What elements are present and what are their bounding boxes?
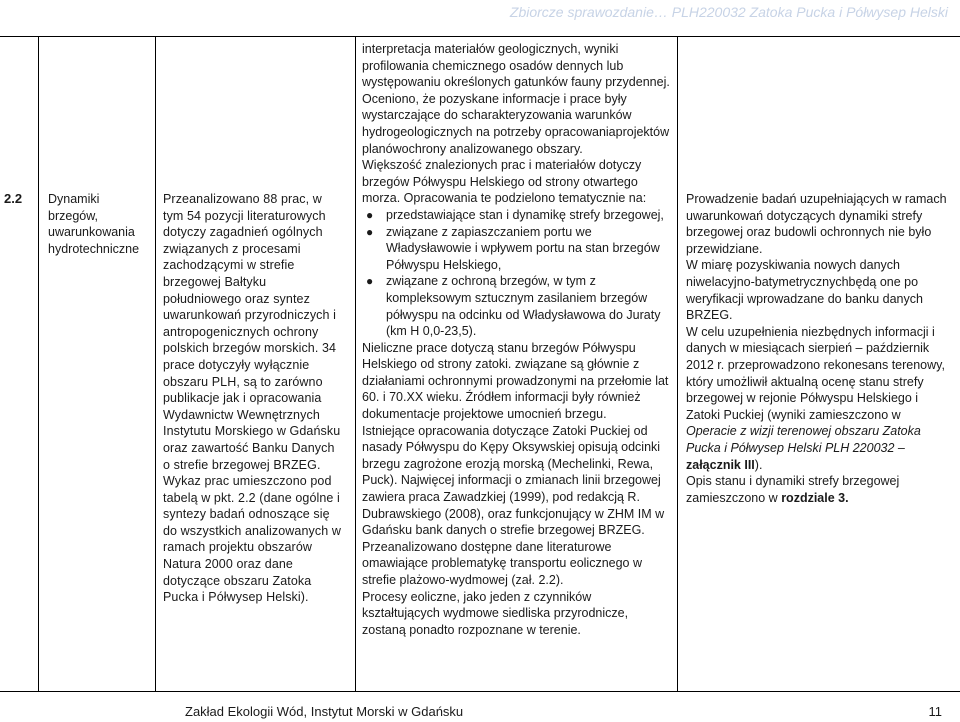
row-number: 2.2 bbox=[4, 191, 23, 206]
assessment-paragraph: Przeanalizowano dostępne dane literaturowe omawiające problematykę transportu eolicznego w strefie plażowo-wydmowej (zał. 2.2). bbox=[362, 539, 643, 587]
assessment-paragraph: Procesy eoliczne, jako jeden z czynników kształtujących wydmowe siedliska przyrodnicze, zostaną ponadto rozpoznane w terenie. bbox=[362, 589, 629, 637]
bullet-icon: ● bbox=[366, 274, 374, 289]
topic-bullet-list bbox=[362, 207, 670, 340]
bullet-icon: ● bbox=[366, 224, 374, 239]
assessment-paragraph: Nieliczne prace dotyczą stanu brzegów Półwyspu Helskiego od strony zatoki. związane są głównie z działaniami ochronnymi prowadzonymi na przełomie lat 60. i 70.XX wieku. Źródłem informacji były również dokumentacje projektowe umocnień brzegu. bbox=[362, 340, 669, 422]
bullet-text: związane z ochroną brzegów, w tym z kompleksowym sztucznym zasilaniem brzegów półwyspu na odcinku od Władysławowa do Juraty (km H 0,0-23,5). bbox=[386, 274, 661, 339]
operat-reference: Operacie z wizji terenowej obszaru Zatoka Pucka i Półwysep Helski PLH 220032 bbox=[686, 424, 921, 455]
bullet-item bbox=[362, 273, 670, 339]
bullet-text: przedstawiające stan i dynamikę strefy brzegowej, bbox=[386, 207, 664, 222]
footer-institution: Zakład Ekologii Wód, Instytut Morski w Gdańsku bbox=[185, 704, 464, 719]
page-number: 11 bbox=[928, 704, 942, 719]
assessment-paragraph: Większość znalezionych prac i materiałów dotyczy brzegów Półwyspu Helskiego od strony otwartego morza. Opracowania te podzielono tematycznie na: bbox=[362, 158, 647, 206]
recommendation-text: Opis stanu i dynamiki strefy brzegowej zamieszczono w bbox=[686, 474, 900, 505]
separator-text: – bbox=[894, 440, 905, 455]
bullet-item bbox=[362, 224, 670, 274]
sources-description: Przeanalizowano 88 prac, w tym 54 pozycji literaturowych dotyczy zagadnień ogólnych związanych z procesami zachodzącymi w strefie brzegowej Bałtyku południowego oraz syntez uwarunkowań przyrodniczych i antropogenicznych ochrony polskich brzegów morskich. 34 prace dotyczyły wyłącznie obszaru PLH, są to zarówno publikacje jak i opracowania Wydawnictw Wewnętrznych Instytutu Morskiego w Gdańsku oraz zawartość Banku Danych o strefie brzegowej BRZEG. Wykaz prac umieszczono pod tabelą w pkt. 2.2 (dane ogólne i syntezy badań odnoszące się do wszystkich analizowanych w ramach projektu obszarów Natura 2000 oraz dane dotyczące obszaru Zatoka Pucka i Półwysep Helski). bbox=[163, 192, 341, 605]
column-divider bbox=[155, 37, 156, 691]
content-table bbox=[0, 36, 960, 692]
recommendations-column bbox=[686, 191, 954, 506]
attachment-reference: załącznik III bbox=[686, 457, 755, 472]
page-header-band bbox=[0, 0, 960, 24]
column-divider bbox=[38, 37, 39, 691]
chapter-reference: rozdziale 3. bbox=[781, 490, 849, 505]
bullet-icon: ● bbox=[366, 207, 374, 222]
recommendation-text: W celu uzupełnienia niezbędnych informacji i danych w miesiącach sierpień – październik 2012 r. przeprowadzono rekonesans terenowy, który umożliwił aktualną ocenę stanu strefy brzegowej w rejonie Półwyspu Helskiego i Zatoki Puckiej (wyniki zamieszczono w bbox=[686, 324, 945, 422]
bullet-item bbox=[362, 207, 670, 224]
assessment-paragraph: Oceniono, że pozyskane informacje i prace były wystarczające do scharakteryzowania warunków hydrogeologicznych na potrzeby opracowaniaprojektów planówochrony analizowanego obszary. bbox=[362, 91, 670, 156]
row-topic: Dynamiki brzegów, uwarunkowania hydrotechniczne bbox=[48, 192, 140, 256]
closing-text: ). bbox=[754, 457, 763, 472]
page-footer bbox=[0, 704, 960, 722]
bullet-text: związane z zapiaszczaniem portu we Władysławowie i wpływem portu na stan brzegów Półwyspu Helskiego, bbox=[386, 224, 660, 272]
recommendation-paragraph: W miarę pozyskiwania nowych danych niwelacyjno-batymetrycznychbędą one po weryfikacji wprowadzane do banku danych BRZEG. bbox=[686, 258, 923, 323]
assessment-paragraph: Istniejące opracowania dotyczące Zatoki Puckiej od nasady Półwyspu do Kępy Oksywskiej opisują odcinki brzegu zagrożone erozją morską (Mechelinki, Rewa, Puck). Najwięcej informacji o zmianach linii brzegowej zawiera praca Zawadzkiej (1999), pod redakcją R. Dubrawskiego (2008), oraz funkcjonujący w ZHM IM w Gdańsku bank danych o strefie brzegowej BRZEG. bbox=[362, 423, 665, 538]
recommendation-paragraph: Prowadzenie badań uzupełniających w ramach uwarunkowań dotyczących dynamiki strefy brzegowej oraz budowli ochronnych nie było przewidziane. bbox=[686, 192, 947, 256]
page-header-title: Zbiorcze sprawozdanie… PLH220032 Zatoka Pucka i Półwysep Helski bbox=[509, 4, 948, 20]
recommendation-paragraph bbox=[686, 324, 954, 473]
column-divider bbox=[677, 37, 678, 691]
assessment-column bbox=[362, 41, 670, 638]
assessment-paragraph: interpretacja materiałów geologicznych, wyniki profilowania chemicznego osadów dennych lub występowaniu określonych gatunków fauny przydennej. bbox=[362, 42, 670, 90]
column-divider bbox=[355, 37, 356, 691]
recommendation-paragraph bbox=[686, 473, 954, 506]
